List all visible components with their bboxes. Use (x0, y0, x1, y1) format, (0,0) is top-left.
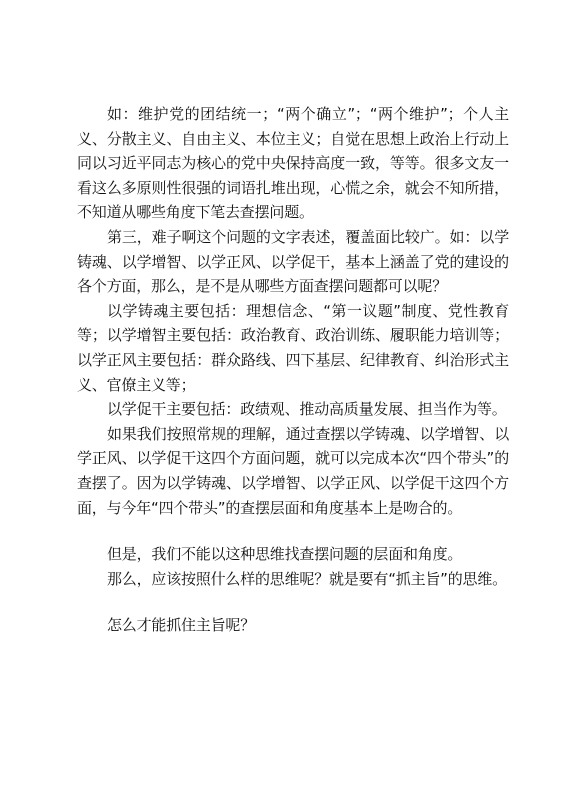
paragraph-5: 如果我们按照常规的理解，通过查摆以学铸魂、以学增智、以学正风、以学促干这四个方面问题，就可以完成本次“四个带头”的查摆了。因为以学铸魂、以学增智、以学正风、以学促干这四个方面，与今年“四个带头”的查摆层面和角度基本上是吻合的。 (77, 424, 509, 517)
paragraph-8: 怎么才能抓住主旨呢？ (107, 616, 256, 635)
paragraph-6: 但是，我们不能以这种思维找查摆问题的层面和角度。 (107, 545, 463, 564)
paragraph-4: 以学促干主要包括：政绩观、推动高质量发展、担当作为等。 (107, 400, 507, 419)
paragraph-3: 以学铸魂主要包括：理想信念、“第一议题”制度、党性教育等；以学增智主要包括：政治教育、政治训练、履职能力培训等；以学正风主要包括：群众路线、四下基层、纪律教育、纠治形式主义、官僚主义等； (77, 301, 509, 394)
paragraph-2: 第三，难子啊这个问题的文字表述，覆盖面比较广。如：以学铸魂、以学增智、以学正风、以学促干，基本上涵盖了党的建设的各个方面，那么，是不是从哪些方面查摆问题都可以呢？ (77, 227, 509, 296)
paragraph-1: 如：维护党的团结统一；“两个确立”；“两个维护”；个人主义、分散主义、自由主义、本位主义；自觉在思想上政治上行动上同以习近平同志为核心的党中央保持高度一致，等等。很多文友一看这么多原则性很强的词语扎堆出现，心慌之余，就会不知所措，不知道从哪些角度下笔去查摆问题。 (77, 105, 509, 222)
article-body (77, 102, 509, 638)
paragraph-7: 那么，应该按照什么样的思维呢？就是要有“抓主旨”的思维。 (107, 569, 507, 588)
paragraph-gap (77, 520, 509, 542)
paragraph-gap (77, 591, 509, 613)
